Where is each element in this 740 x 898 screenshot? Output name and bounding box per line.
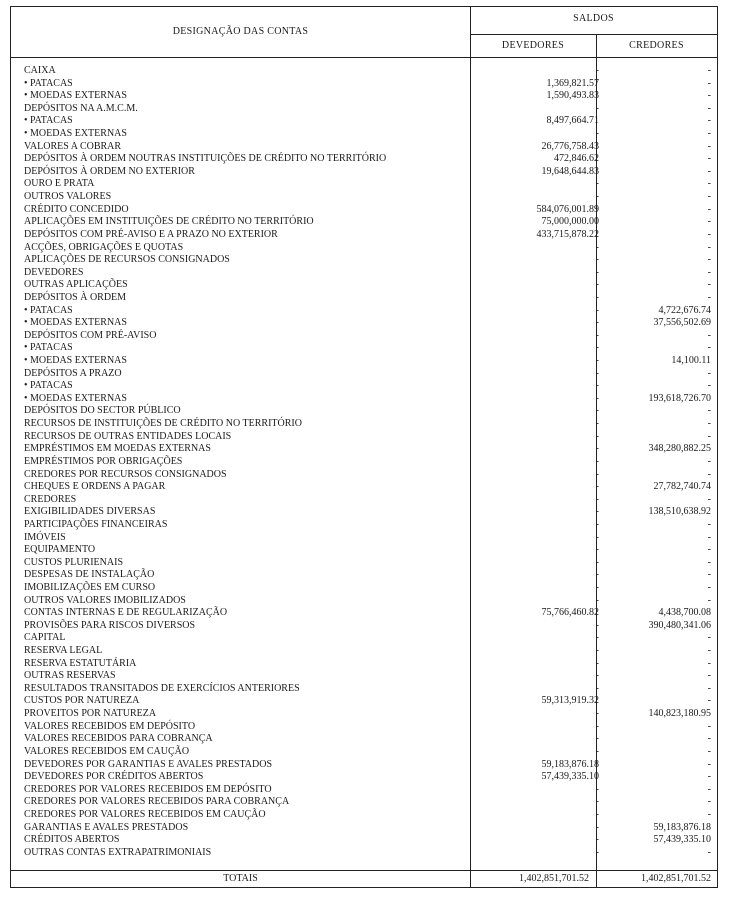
account-name: CHEQUES E ORDENS A PAGAR [24, 481, 166, 493]
account-name: RECURSOS DE OUTRAS ENTIDADES LOCAIS [24, 430, 232, 442]
table-row [11, 607, 717, 620]
debit-value: - [595, 128, 599, 140]
credit-value: - [707, 657, 711, 669]
credit-value: - [707, 569, 711, 581]
credit-value: - [707, 758, 711, 770]
credit-value: - [707, 241, 711, 253]
table-row [11, 532, 717, 545]
table-row [11, 519, 717, 532]
table-row [11, 279, 717, 292]
account-name: DEPÓSITOS A PRAZO [24, 367, 122, 379]
debit-value: - [595, 342, 599, 354]
table-row [11, 645, 717, 658]
debit-value: 1,590,493.83 [546, 90, 599, 102]
table-row [11, 103, 717, 116]
table-row [11, 733, 717, 746]
debit-value: - [595, 367, 599, 379]
table-row [11, 380, 717, 393]
table-row [11, 342, 717, 355]
table-row [11, 481, 717, 494]
credit-value: - [707, 796, 711, 808]
account-name: OUTRAS APLICAÇÕES [24, 279, 128, 291]
account-name: DEPÓSITOS À ORDEM NOUTRAS INSTITUIÇÕES DE CRÉDITO NO TERRITÓRIO [24, 153, 387, 165]
debit-value: - [595, 531, 599, 543]
table-row [11, 683, 717, 696]
debit-value: 8,497,664.71 [546, 115, 599, 127]
debit-value: - [595, 191, 599, 203]
account-name: OURO E PRATA [24, 178, 95, 190]
account-name: APLICAÇÕES EM INSTITUIÇÕES DE CRÉDITO NO TERRITÓRIO [24, 216, 314, 228]
debit-value: - [595, 291, 599, 303]
account-name: • PATACAS [24, 115, 73, 127]
debit-value: 59,313,919.32 [541, 695, 599, 707]
credit-value: - [707, 518, 711, 530]
account-name: DEVEDORES [24, 266, 84, 278]
debit-value: 472,846.62 [554, 153, 599, 165]
debit-value: - [595, 266, 599, 278]
debit-value: - [595, 745, 599, 757]
credit-value: 57,439,335.10 [653, 834, 711, 846]
account-name: CREDORES POR VALORES RECEBIDOS PARA COBRANÇA [24, 796, 290, 808]
table-row [11, 746, 717, 759]
credit-value: - [707, 531, 711, 543]
table-row [11, 469, 717, 482]
table-row [11, 620, 717, 633]
credit-value: - [707, 291, 711, 303]
table-row [11, 393, 717, 406]
credit-value: - [707, 128, 711, 140]
debit-value: - [595, 102, 599, 114]
debit-value: 433,715,878.22 [536, 228, 599, 240]
account-name: ACÇÕES, OBRIGAÇÕES E QUOTAS [24, 241, 184, 253]
table-row [11, 204, 717, 217]
account-name: • PATACAS [24, 304, 73, 316]
credit-value: - [707, 90, 711, 102]
credit-value: - [707, 808, 711, 820]
credit-value: - [707, 165, 711, 177]
credit-value: - [707, 178, 711, 190]
account-name: CAIXA [24, 65, 56, 76]
debit-value: - [595, 506, 599, 518]
debit-value: 26,776,758.43 [541, 140, 599, 152]
credit-value: - [707, 670, 711, 682]
debit-value: - [595, 317, 599, 329]
credit-value: - [707, 367, 711, 379]
table-row [11, 254, 717, 267]
table-row [11, 115, 717, 128]
credit-value: - [707, 455, 711, 467]
credit-value: - [707, 783, 711, 795]
account-name: DEPÓSITOS COM PRÉ-AVISO [24, 329, 157, 341]
account-name: • MOEDAS EXTERNAS [24, 317, 127, 329]
table-row [11, 569, 717, 582]
credit-value: - [707, 266, 711, 278]
credit-value: 348,280,882.25 [648, 443, 711, 455]
table-row [11, 267, 717, 280]
debit-value: - [595, 468, 599, 480]
debit-value: - [595, 808, 599, 820]
header-bottom-rule [11, 57, 717, 58]
credit-value: - [707, 102, 711, 114]
table-row [11, 494, 717, 507]
account-name: • MOEDAS EXTERNAS [24, 392, 127, 404]
credit-value: - [707, 581, 711, 593]
account-name: OUTRAS RESERVAS [24, 670, 116, 682]
header-devedores: DEVEDORES [501, 40, 565, 51]
credit-value: - [707, 720, 711, 732]
table-row [11, 317, 717, 330]
account-name: • MOEDAS EXTERNAS [24, 355, 127, 367]
balance-table [10, 6, 718, 888]
account-name: CREDORES POR VALORES RECEBIDOS EM CAUÇÃO [24, 808, 266, 820]
table-row [11, 368, 717, 381]
debit-value: 59,183,876.18 [541, 758, 599, 770]
debit-value: - [595, 670, 599, 682]
table-row [11, 65, 717, 78]
table-row [11, 431, 717, 444]
debit-value: - [595, 619, 599, 631]
account-name: CREDORES POR RECURSOS CONSIGNADOS [24, 468, 227, 480]
saldos-underline [470, 34, 717, 35]
credit-value: - [707, 77, 711, 89]
credit-value: 37,556,502.69 [653, 317, 711, 329]
table-row [11, 658, 717, 671]
debit-value: - [595, 834, 599, 846]
account-name: • MOEDAS EXTERNAS [24, 128, 127, 140]
table-row [11, 90, 717, 103]
account-name: CAPITAL [24, 632, 66, 644]
credit-value: - [707, 771, 711, 783]
table-row [11, 784, 717, 797]
account-rows [11, 65, 717, 859]
debit-value: - [595, 720, 599, 732]
table-row [11, 292, 717, 305]
debit-value: 584,076,001.89 [536, 203, 599, 215]
account-name: OUTROS VALORES [24, 191, 112, 203]
account-name: EMPRÉSTIMOS EM MOEDAS EXTERNAS [24, 443, 211, 455]
credit-value: - [707, 342, 711, 354]
account-name: RESULTADOS TRANSITADOS DE EXERCÍCIOS ANTERIORES [24, 682, 300, 694]
debit-value: - [595, 65, 599, 76]
table-row [11, 330, 717, 343]
account-name: OUTRAS CONTAS EXTRAPATRIMONIAIS [24, 846, 212, 858]
account-name: GARANTIAS E AVALES PRESTADOS [24, 821, 189, 833]
account-name: DESPESAS DE INSTALAÇÃO [24, 569, 155, 581]
credit-value: - [707, 594, 711, 606]
debit-value: - [595, 304, 599, 316]
credit-value: 193,618,726.70 [648, 392, 711, 404]
credit-value: - [707, 216, 711, 228]
table-row [11, 242, 717, 255]
account-name: DEPÓSITOS DO SECTOR PÚBLICO [24, 405, 181, 417]
debit-value: - [595, 178, 599, 190]
debit-value: - [595, 418, 599, 430]
debit-value: - [595, 594, 599, 606]
account-name: VALORES RECEBIDOS EM CAUÇÃO [24, 745, 190, 757]
credit-value: - [707, 203, 711, 215]
credit-value: - [707, 556, 711, 568]
credit-value: - [707, 279, 711, 291]
credit-value: - [707, 733, 711, 745]
debit-value: - [595, 708, 599, 720]
table-row [11, 582, 717, 595]
table-row [11, 632, 717, 645]
account-name: • PATACAS [24, 380, 73, 392]
debit-value: - [595, 493, 599, 505]
account-name: CUSTOS POR NATUREZA [24, 695, 140, 707]
debit-value: - [595, 544, 599, 556]
credit-value: - [707, 682, 711, 694]
table-row [11, 418, 717, 431]
table-row [11, 557, 717, 570]
account-name: CRÉDITOS ABERTOS [24, 834, 120, 846]
credit-value: 14,100.11 [671, 355, 711, 367]
table-row [11, 456, 717, 469]
debit-value: - [595, 632, 599, 644]
credit-value: - [707, 544, 711, 556]
header-designacao: DESIGNAÇÃO DAS CONTAS [172, 26, 309, 37]
account-name: • MOEDAS EXTERNAS [24, 90, 127, 102]
credit-value: 4,722,676.74 [658, 304, 711, 316]
table-row [11, 695, 717, 708]
account-name: PROVISÕES PARA RISCOS DIVERSOS [24, 619, 196, 631]
debit-value: - [595, 733, 599, 745]
header-saldos: SALDOS [573, 13, 614, 24]
account-name: VALORES RECEBIDOS EM DEPÓSITO [24, 720, 196, 732]
debit-value: - [595, 392, 599, 404]
account-name: EMPRÉSTIMOS POR OBRIGAÇÕES [24, 455, 183, 467]
account-name: PROVEITOS POR NATUREZA [24, 708, 157, 720]
account-name: VALORES RECEBIDOS PARA COBRANÇA [24, 733, 213, 745]
table-row [11, 721, 717, 734]
debit-value: - [595, 796, 599, 808]
debit-value: - [595, 846, 599, 858]
credit-value: 27,782,740.74 [653, 481, 711, 493]
table-row [11, 141, 717, 154]
credit-value: - [707, 632, 711, 644]
credit-value: 138,510,638.92 [648, 506, 711, 518]
debit-value: - [595, 241, 599, 253]
credit-value: - [707, 329, 711, 341]
account-name: PARTICIPAÇÕES FINANCEIRAS [24, 518, 168, 530]
debit-value: - [595, 279, 599, 291]
table-row [11, 847, 717, 860]
debit-value: 19,648,644.83 [541, 165, 599, 177]
credit-value: - [707, 745, 711, 757]
account-name: DEPÓSITOS NA A.M.C.M. [24, 102, 138, 114]
debit-value: - [595, 329, 599, 341]
table-row [11, 759, 717, 772]
account-name: DEPÓSITOS COM PRÉ-AVISO E A PRAZO NO EXTERIOR [24, 228, 278, 240]
table-row [11, 191, 717, 204]
debit-value: - [595, 581, 599, 593]
credit-value: 390,480,341.06 [648, 619, 711, 631]
account-name: CREDORES [24, 493, 77, 505]
credit-value: - [707, 418, 711, 430]
credit-value: - [707, 430, 711, 442]
account-name: DEPÓSITOS À ORDEM NO EXTERIOR [24, 165, 195, 177]
account-name: VALORES A COBRAR [24, 140, 122, 152]
debit-value: - [595, 455, 599, 467]
table-row [11, 128, 717, 141]
account-name: RESERVA LEGAL [24, 645, 103, 657]
account-name: CRÉDITO CONCEDIDO [24, 203, 129, 215]
account-name: OUTROS VALORES IMOBILIZADOS [24, 594, 186, 606]
credit-value: - [707, 695, 711, 707]
table-row [11, 229, 717, 242]
debit-value: - [595, 355, 599, 367]
debit-value: 57,439,335.10 [541, 771, 599, 783]
credit-value: - [707, 115, 711, 127]
debit-value: 1,369,821.57 [546, 77, 599, 89]
debit-value: - [595, 783, 599, 795]
totals-devedores: 1,402,851,701.52 [519, 873, 589, 884]
table-row [11, 443, 717, 456]
debit-value: - [595, 380, 599, 392]
table-row [11, 822, 717, 835]
credit-value: - [707, 645, 711, 657]
account-name: DEVEDORES POR CRÉDITOS ABERTOS [24, 771, 204, 783]
credit-value: - [707, 468, 711, 480]
table-row [11, 834, 717, 847]
credit-value: - [707, 405, 711, 417]
account-name: DEVEDORES POR GARANTIAS E AVALES PRESTADOS [24, 758, 273, 770]
debit-value: - [595, 430, 599, 442]
table-row [11, 153, 717, 166]
debit-value: - [595, 645, 599, 657]
table-row [11, 506, 717, 519]
credit-value: - [707, 228, 711, 240]
table-row [11, 305, 717, 318]
table-row [11, 544, 717, 557]
debit-value: - [595, 556, 599, 568]
account-name: EXIGIBILIDADES DIVERSAS [24, 506, 156, 518]
header-credores: CREDORES [629, 40, 684, 51]
table-row [11, 405, 717, 418]
debit-value: - [595, 254, 599, 266]
account-name: CONTAS INTERNAS E DE REGULARIZAÇÃO [24, 607, 228, 619]
account-name: CREDORES POR VALORES RECEBIDOS EM DEPÓSITO [24, 783, 272, 795]
totals-row [11, 871, 717, 887]
credit-value: - [707, 65, 711, 76]
account-name: RECURSOS DE INSTITUIÇÕES DE CRÉDITO NO TERRITÓRIO [24, 418, 302, 430]
debit-value: - [595, 405, 599, 417]
credit-value: - [707, 140, 711, 152]
credit-value: - [707, 254, 711, 266]
table-row [11, 670, 717, 683]
table-row [11, 796, 717, 809]
credit-value: - [707, 191, 711, 203]
credit-value: - [707, 153, 711, 165]
account-name: EQUIPAMENTO [24, 544, 96, 556]
debit-value: - [595, 682, 599, 694]
account-name: IMOBILIZAÇÕES EM CURSO [24, 581, 156, 593]
debit-value: - [595, 821, 599, 833]
table-row [11, 166, 717, 179]
debit-value: - [595, 481, 599, 493]
credit-value: - [707, 846, 711, 858]
account-name: • PATACAS [24, 342, 73, 354]
table-row [11, 809, 717, 822]
totals-label: TOTAIS [223, 873, 258, 884]
debit-value: - [595, 518, 599, 530]
table-row [11, 78, 717, 91]
table-row [11, 355, 717, 368]
table-row [11, 216, 717, 229]
table-row [11, 708, 717, 721]
credit-value: - [707, 493, 711, 505]
credit-value: 4,438,700.08 [658, 607, 711, 619]
debit-value: - [595, 443, 599, 455]
account-name: DEPÓSITOS À ORDEM [24, 291, 127, 303]
debit-value: 75,000,000.00 [541, 216, 599, 228]
account-name: CUSTOS PLURIENAIS [24, 556, 123, 568]
credit-value: 140,823,180.95 [648, 708, 711, 720]
debit-value: 75,766,460.82 [541, 607, 599, 619]
account-name: • PATACAS [24, 77, 73, 89]
table-row [11, 595, 717, 608]
account-name: APLICAÇÕES DE RECURSOS CONSIGNADOS [24, 254, 230, 266]
debit-value: - [595, 657, 599, 669]
account-name: RESERVA ESTATUTÁRIA [24, 657, 137, 669]
totals-credores: 1,402,851,701.52 [641, 873, 711, 884]
account-name: IMÓVEIS [24, 531, 66, 543]
credit-value: 59,183,876.18 [653, 821, 711, 833]
table-row [11, 771, 717, 784]
debit-value: - [595, 569, 599, 581]
credit-value: - [707, 380, 711, 392]
table-row [11, 178, 717, 191]
